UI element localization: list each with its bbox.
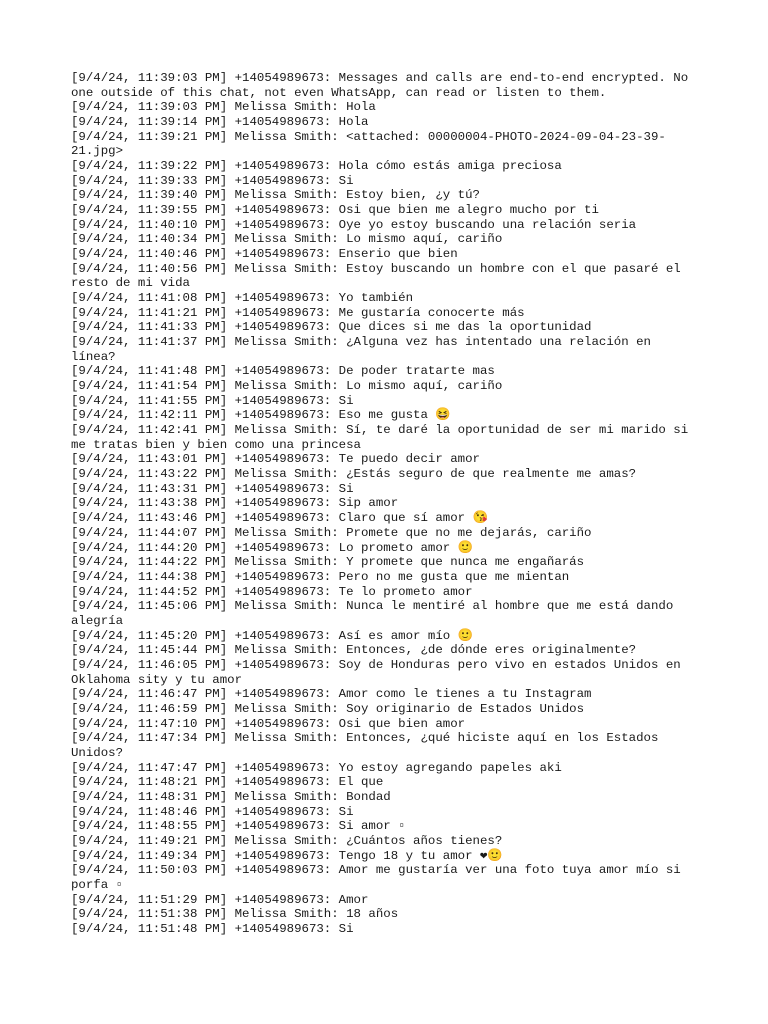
chat-message: [9/4/24, 11:48:55 PM] +14054989673: Si amor ▫ [71,819,406,834]
chat-message: [9/4/24, 11:39:14 PM] +14054989673: Hola [71,115,369,130]
chat-message: [9/4/24, 11:43:31 PM] +14054989673: Si [71,481,354,496]
chat-message: [9/4/24, 11:45:06 PM] Melissa Smith: Nunca le mentiré al hombre que me está dando alegría [71,599,681,628]
chat-message: [9/4/24, 11:40:10 PM] +14054989673: Oye yo estoy buscando una relación seria [71,217,637,232]
chat-message: [9/4/24, 11:44:52 PM] +14054989673: Te lo prometo amor [71,584,473,599]
chat-message: [9/4/24, 11:39:40 PM] Melissa Smith: Estoy bien, ¿y tú? [71,188,480,203]
chat-message: [9/4/24, 11:48:46 PM] +14054989673: Si [71,804,354,819]
chat-message: [9/4/24, 11:48:21 PM] +14054989673: El que [71,775,384,790]
chat-message: [9/4/24, 11:49:21 PM] Melissa Smith: ¿Cuántos años tienes? [71,833,503,848]
chat-message: [9/4/24, 11:46:59 PM] Melissa Smith: Soy originario de Estados Unidos [71,701,585,716]
chat-message: [9/4/24, 11:41:48 PM] +14054989673: De poder tratarte mas [71,364,495,379]
chat-message: [9/4/24, 11:42:41 PM] Melissa Smith: Sí, te daré la oportunidad de ser mi marido si me tratas bien y bien como una princesa [71,423,696,452]
chat-message: [9/4/24, 11:39:22 PM] +14054989673: Hola cómo estás amiga preciosa [71,159,562,174]
chat-message: [9/4/24, 11:43:22 PM] Melissa Smith: ¿Estás seguro de que realmente me amas? [71,467,637,482]
chat-message: [9/4/24, 11:51:38 PM] Melissa Smith: 18 años [71,907,399,922]
chat-message: [9/4/24, 11:44:07 PM] Melissa Smith: Promete que no me dejarás, cariño [71,525,592,540]
chat-message: [9/4/24, 11:39:33 PM] +14054989673: Si [71,173,354,188]
chat-message: [9/4/24, 11:51:29 PM] +14054989673: Amor [71,892,369,907]
chat-message: [9/4/24, 11:39:03 PM] Melissa Smith: Hola [71,100,376,115]
chat-message: [9/4/24, 11:46:47 PM] +14054989673: Amor como le tienes a tu Instagram [71,687,592,702]
chat-message: [9/4/24, 11:45:44 PM] Melissa Smith: Entonces, ¿de dónde eres originalmente? [71,643,637,658]
chat-message: [9/4/24, 11:40:34 PM] Melissa Smith: Lo mismo aquí, cariño [71,232,503,247]
chat-message: [9/4/24, 11:40:56 PM] Melissa Smith: Estoy buscando un hombre con el que pasaré el resto de mi vida [71,261,689,291]
chat-message: [9/4/24, 11:39:55 PM] +14054989673: Osi que bien me alegro mucho por ti [71,203,599,218]
chat-message: [9/4/24, 11:40:46 PM] +14054989673: Enserio que bien [71,247,458,262]
chat-message: [9/4/24, 11:43:01 PM] +14054989673: Te puedo decir amor [71,452,480,467]
chat-message: [9/4/24, 11:39:03 PM] +14054989673: Messages and calls are end-to-end encrypted. No one outside of this chat, not even WhatsApp, can read or listen to them. [71,71,696,100]
chat-message: [9/4/24, 11:43:38 PM] +14054989673: Sip amor [71,496,399,511]
chat-message: [9/4/24, 11:41:55 PM] +14054989673: Si [71,393,354,408]
chat-message: [9/4/24, 11:39:21 PM] Melissa Smith: <attached: 00000004-PHOTO-2024-09-04-23-39-21.jpg> [71,129,666,159]
chat-message: [9/4/24, 11:41:21 PM] +14054989673: Me gustaría conocerte más [71,305,525,320]
chat-message: [9/4/24, 11:43:46 PM] +14054989673: Claro que sí amor 😘 [71,511,488,526]
chat-message: [9/4/24, 11:47:34 PM] Melissa Smith: Entonces, ¿qué hiciste aquí en los Estados Unidos? [71,731,666,760]
chat-message: [9/4/24, 11:49:34 PM] +14054989673: Tengo 18 y tu amor ❤🙂 [71,848,503,863]
chat-message: [9/4/24, 11:41:08 PM] +14054989673: Yo también [71,291,414,306]
chat-message: [9/4/24, 11:41:37 PM] Melissa Smith: ¿Alguna vez has intentado una relación en línea? [71,335,659,364]
chat-message: [9/4/24, 11:47:47 PM] +14054989673: Yo estoy agregando papeles aki [71,760,562,775]
chat-message: [9/4/24, 11:45:20 PM] +14054989673: Así es amor mío 🙂 [71,628,474,643]
chat-message: [9/4/24, 11:51:48 PM] +14054989673: Si [71,921,354,936]
chat-message: [9/4/24, 11:44:38 PM] +14054989673: Pero no me gusta que me mientan [71,569,570,584]
chat-message: [9/4/24, 11:46:05 PM] +14054989673: Soy de Honduras pero vivo en estados Unidos en Oklahoma sity y tu amor [71,657,689,687]
chat-message: [9/4/24, 11:41:54 PM] Melissa Smith: Lo mismo aquí, cariño [71,379,503,394]
chat-message: [9/4/24, 11:48:31 PM] Melissa Smith: Bondad [71,789,391,804]
chat-message: [9/4/24, 11:50:03 PM] +14054989673: Amor me gustaría ver una foto tuya amor mío si porfa ▫ [71,863,689,892]
chat-log [71,71,697,937]
chat-message: [9/4/24, 11:47:10 PM] +14054989673: Osi que bien amor [71,716,466,731]
chat-message: [9/4/24, 11:42:11 PM] +14054989673: Eso me gusta 😆 [71,408,451,423]
chat-message: [9/4/24, 11:44:20 PM] +14054989673: Lo prometo amor 🙂 [71,540,474,555]
chat-message: [9/4/24, 11:41:33 PM] +14054989673: Que dices si me das la oportunidad [71,320,592,335]
chat-message: [9/4/24, 11:44:22 PM] Melissa Smith: Y promete que nunca me engañarás [71,555,585,570]
